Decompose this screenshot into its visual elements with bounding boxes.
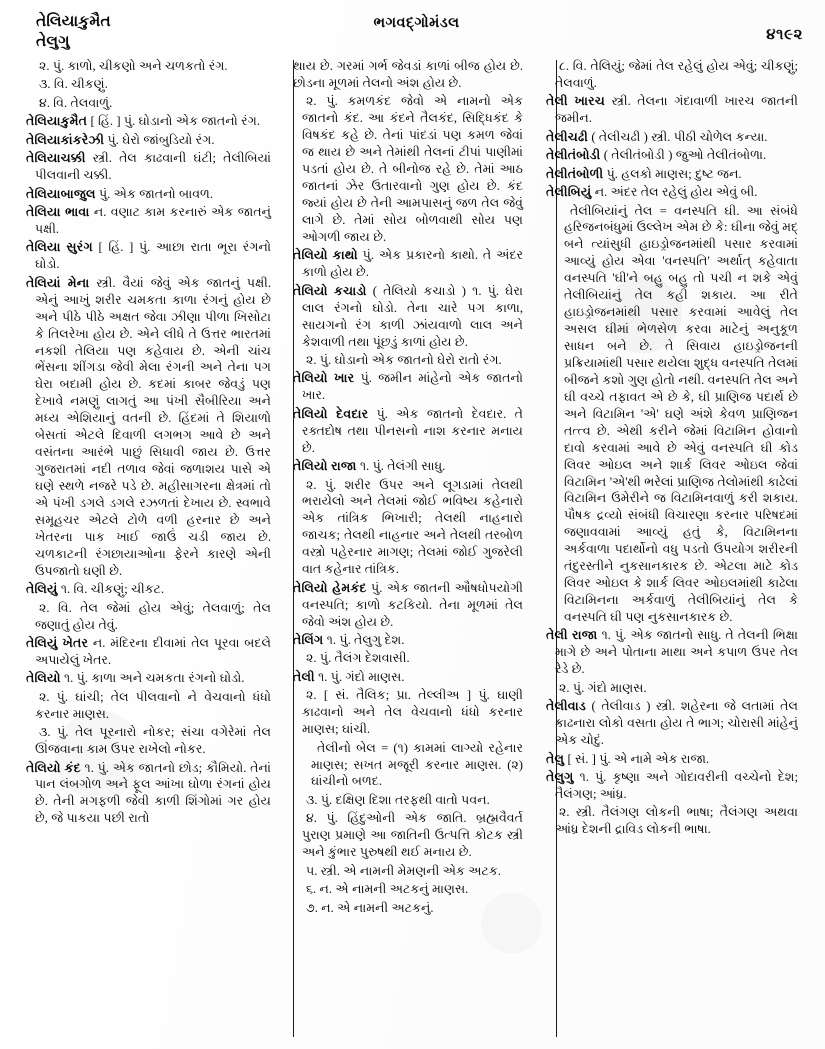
dictionary-entry xyxy=(546,166,798,183)
dictionary-entry xyxy=(26,635,271,669)
entry-text: [ સં. ] પું. એ નામે એક રાજા. xyxy=(564,751,710,766)
entry-text: ૧. પું. તેલંગી સાધુ. xyxy=(356,459,446,474)
headword: તેલીચઢી xyxy=(546,129,589,144)
entry-text: સ્ત્રી. તેલ કાઢવાની ઘંટી; તેલીબિયાં પીલવાની ચક્કી. xyxy=(35,151,271,183)
dictionary-entry xyxy=(293,458,523,475)
entry-sense xyxy=(293,352,523,369)
entry-sense xyxy=(26,600,271,634)
dictionary-entry xyxy=(293,669,523,686)
entry-text: ૩. પું. તેલ પૂરનારો નોકર; સંચા વગેરેમાં તેલ ઊંજવાના કામ ઉપર રાખેલો નોકર. xyxy=(35,725,271,757)
entry-text: પું. એક જાતની ઔષધોપયોગી વનસ્પતિ; કાળો કટકિયો. તેના મૂળમાં તેલ જેવો અંશ હોય છે. xyxy=(302,580,523,629)
entry-text: પું. જમીન માંહેનો એક જાતનો ખાર. xyxy=(302,371,523,403)
dictionary-entry xyxy=(293,406,523,457)
dictionary-entry xyxy=(293,283,523,351)
dictionary-entry xyxy=(293,247,523,281)
headword: તેલિંગ xyxy=(293,632,324,647)
dictionary-entry xyxy=(546,184,798,201)
headword: તેલિયાચક્કી xyxy=(26,151,86,166)
dictionary-entry xyxy=(293,580,523,631)
dictionary-entry xyxy=(26,204,271,238)
entry-text: સ્ત્રી. વૈયાં જેવું એક જાતનું પક્ષી. એનું આખું શરીર ચમકતા કાળા રંગનું હોય છે અને પીઠે પીઠે અક્ષત જેવા ઝીણા પીળા ખિસોટા કે તિલરેખા હોય છે. એને લીધે તે ઉત્તર ભારતમાં નકશી તેલિયા પણ કહેવાય છે. એની ચાંચ ભેંસના શીંગડા જેવી મેલા રંગની અને તેના પગ ઘેરા બદામી હોય છે. કદમાં કાબર જેવડું પણ દેખાવે નમણું લાગતું આ પંખી સૈબીરિયા અને મધ્ય એશિયાનું વતની છે. હિંદમાં તે શિયાળો બેસતાં એટલે દિવાળી લગભગ આવે છે અને વસંતના આરંભે પાછું સિધાવી જાય છે. ઉત્તર ગુજરાતમાં નદી તળાવ જેવાં જળાશય પાસે એ ઘણે સ્થળે નજરે પડે છે. મહીસાગરના ક્ષેત્રમાં તો એ પંખી ડગલે ડગલે રઝળતાં દેખાય છે. સ્વભાવે સમૂહચર એટલે ટોળે વળી હરનાર છે અને ખેતરના પાક ખાઈ જાઉં ચડી જાય છે. ચળકાટની રંગછાયાઓના ફેરને કારણે એની ઉપજાતો ઘણી છે. xyxy=(35,275,271,578)
dictionary-entry xyxy=(546,769,798,803)
entry-text: ૧. પું. ગંદો માણસ. xyxy=(314,669,405,684)
dictionary-entry xyxy=(26,132,271,149)
headword: તેલી xyxy=(293,669,315,684)
entry-text: ( તેલીવાડ ) સ્ત્રી. શહેરના જે લતામાં તેલ કાઢનારા લોકો વસતા હોય તે ભાગ; ચોરાસી માંહેનું એક ચોદું. xyxy=(555,699,798,748)
entry-text: ન. અંદર તેલ રહેલું હોય એવું બી. xyxy=(591,185,758,200)
entry-text: ૧. પું. એક જાતનો છોડ; કૌમિયો. તેનાં પાન લંબગોળ અને ફૂલ આંખા ઘોળા રંગનાં હોય છે. તેની મગફળી જેવી કાળી શિંગોમાં ગર હોય છે, જે પાકયા પછી રાતો xyxy=(35,760,272,826)
entry-text: પું. એક જાતનો બાવળ. xyxy=(95,186,214,201)
headword: તેલિયું ખેતર xyxy=(26,635,89,650)
entry-sense xyxy=(546,680,798,697)
entry-text: પું. હલકો માણસ; દુષ્ટ જન. xyxy=(603,166,742,181)
entry-text: ૨. વિ. તેલ જેમાં હોય એવું; તેલવાળું; તેલ જણાતું હોય તેવું. xyxy=(35,600,271,632)
headword: તેલિયાં મેના xyxy=(26,275,90,290)
entry-sense xyxy=(293,58,523,92)
entry-text: ૨. પું. તૈલંગ દેશવાસી. xyxy=(306,651,410,666)
entry-text: થાય છે. ગરમાં ગર્ભ જેવડાં કાળાં બીજ હોય છે. છોડના મૂળમાં તેલનો અંશ હોય છે. xyxy=(293,59,523,90)
entry-text: [ હિં. ] પું. ઘોડાનો એક જાતનો રંગ. xyxy=(87,114,260,129)
entry-sense xyxy=(26,76,271,93)
entry-text: ૨. પું. શરીર ઉપર અને લૂગડામાં તેલથી ભરાયેલો અને તેલમાં જોઈ ભવિષ્ય કહેનારો એક તાંત્રિક ભિખારી; તેલથી નાહનારો જાચક; તેલથી નાહનાર અને તેલથી તરબોળ વસ્ત્રો પહેરનાર માગણ; તેલમાં જોઈ ગુજરેલી વાત કહેનાર તાંત્રિક. xyxy=(302,477,523,577)
dictionary-entry xyxy=(293,370,523,404)
headword: તેલિયાકુમૈત xyxy=(26,114,88,129)
headword: તેલી રાજા xyxy=(546,628,598,643)
entry-text: ૨. પું. કમળકંદ જેવો એ નામનો એક જાતનો કંદ. આ કંદને તૈલકંદ, સિદ્ધિકંદ કે વિષકંદ કહે છે. તેનાં પાંદડાં પણ કમળ જેવાં જ થાય છે અને તેમાંથી તેલનાં ટીપાં પાણીમાં પડતાં હોય છે. તે બીનોજ રહે છે. તેમાં આઠ જાતનાં ઝેર ઉતારવાનો ગુણ હોય છે. કંદ જ્યાં હોય છે તેની આમપાસનું જળ તેલ જેવું લાગે છે. તેમાં સોય બોળવાથી સોય પણ ઓગળી જાય છે. xyxy=(302,94,523,244)
dictionary-entry xyxy=(26,150,271,184)
entry-sense xyxy=(26,58,271,75)
column-container xyxy=(26,58,807,1041)
headword: તેલિયો દેવદાર xyxy=(293,406,369,421)
entry-sense xyxy=(293,792,523,809)
entry-text: ૭. ન. એ નામની અટકનું. xyxy=(306,900,434,915)
entry-sense xyxy=(546,58,798,92)
headword: તેલિયો કાથો xyxy=(293,248,358,263)
entry-sense xyxy=(293,650,523,667)
dictionary-entry xyxy=(546,129,798,146)
headword: તેલિયા ભાવા xyxy=(26,205,90,219)
headword: તેલિયો રાજા xyxy=(293,459,357,474)
text-column-3 xyxy=(534,58,798,1041)
entry-text: ( તેલીચઢી ) સ્ત્રી. પીઠી ચોળેલ કન્યા. xyxy=(588,129,768,144)
entry-text: ૧. વિ. ચીકણું; ચીકટ. xyxy=(57,582,165,597)
dictionary-entry xyxy=(546,627,798,678)
entry-text: ૨. સ્ત્રી. તૈલંગણ લોકની ભાષા; તૈલંગણ અથવા આંધ્ર દેશની દ્રાવિડ લોકની ભાષા. xyxy=(555,805,798,837)
entry-sense xyxy=(293,863,523,880)
entry-sense xyxy=(26,95,271,112)
entry-text: તેલીબિયાંનું તેલ = વનસ્પતિ ઘી. આ સંબંધે હરિજનબંધુમાં ઉલ્લેખ એમ છે કે: ઘીના જેવું મદ્ બને ત્યાંસુધી હાઇડ્રોજનમાંથી પસાર કરવામાં આવ્યું હોય એવા 'વનસ્પતિ' અર્થાત્ કહેવાતા વનસ્પતિ 'ઘી'ને બહુ બહુ તો પચી ન શકે એવું તેલીબિયાંનું તેલ કહી શકાય. આ રીતે હાઇડ્રોજનમાંથી પસાર કરવામાં આવેલું તેલ અસલ ઘીમાં ભેળસેળ કરવા માટેનું અનુકૂળ સાધન બને છે. તે સિવાય હાઇડ્રોજનની પ્રક્રિયામાંથી પસાર થયેલા શુદ્ધ વનસ્પતિ તેલમાં બીજને કશો ગુણ હોતો નથી. વનસ્પતિ તેલ અને ઘી વચ્ચે તફાવત એ છે કે, ઘી પ્રાણિજ પદાર્થ છે અને વિટામિન 'એ' ઘણે અંશે કેવળ પ્રાણિજન તત્ત્વ છે. એથી કરીને જેમાં વિટામિન હોવાનો દાવો કરવામાં આવે છે એવું વનસ્પતિ ઘી કોડ લિવર ઓઇલ અને શાર્ક લિવર ઓઇલ જેવાં વિટામિન 'એ'થી ભરેલાં પ્રાણિજ તેલોમાંથી કાઢેલાં વિટામિન ઉમેરીને જ વિટામિનવાળું કરી શકાય. પૌષક દ્રવ્યો સંબંધી વિચારણા કરનાર પરિષદમાં જણાવવામાં આવ્યું હતું કે, વિટામિનના અર્કવાળા પદાર્થોનો વધુ પડતો ઉપયોગ શરીરની તંદુરસ્તીને નુકસાનકારક છે. એટલા માટે કોડ લિવર ઓઇલ કે શાર્ક લિવર ઓઇલમાંથી કાઢેલા વિટામિનના અર્કવાળું તેલીબિયાંનું તેલ કે વનસ્પતિ ઘી પણ નુકસાનકારક છે. xyxy=(564,203,798,624)
text-column-1 xyxy=(26,58,282,1041)
headword: તેલીતંબોળી xyxy=(546,166,604,181)
headword: તેલીવાડ xyxy=(546,699,586,714)
entry-text: સ્ત્રી. તેલના ગંદાવાળી ખારચ જાતની જમીન. xyxy=(555,94,798,126)
entry-text: ૧. પું. કૃષ્ણા અને ગોદાવરીની વચ્ચેનો દેશ; તૈલંગણ; આંધ્ર. xyxy=(555,769,798,801)
entry-sense xyxy=(293,900,523,917)
headword: તેલીબિયું xyxy=(546,185,592,200)
entry-text: [ હિં. ] પું. આછા રાતા ભૂરા રંગનો ઘોડો. xyxy=(35,240,271,272)
entry-text: ૪. વિ. તેલવાળું. xyxy=(39,95,113,110)
dictionary-entry xyxy=(26,581,271,598)
dictionary-entry xyxy=(26,186,271,203)
headword: તેલિયાકાંકરેઝી xyxy=(26,132,105,147)
entry-sense xyxy=(546,203,798,626)
entry-text: ૨. પું. કાળો, ચીકણો અને ચળકતો રંગ. xyxy=(39,59,228,73)
entry-sense xyxy=(293,881,523,898)
headword: તેલુગુ xyxy=(546,769,574,784)
entry-sense xyxy=(26,724,271,758)
headword: તેલિયાબાજુલ xyxy=(26,186,96,201)
headword: તેલિયો કચાડો xyxy=(293,283,367,298)
entry-text: ૨. [ સં. તૈલિક; પ્રા. તેલ્લીઅ ] પું. ઘાણી કાઢવાનો અને તેલ વેચવાનો ધંધો કરનાર માણસ; ઘાંચી. xyxy=(302,688,523,737)
entry-text: ૧. પું. તેલુગુ દેશ. xyxy=(323,632,405,647)
entry-sense xyxy=(293,687,523,738)
dictionary-entry xyxy=(26,670,271,687)
entry-text: તેલીનો બેલ = (૧) કામમાં લાગ્યો રહેનાર માણસ; સખત મજૂરી કરનાર માણસ. (૨) ઘાંચીનો બળદ. xyxy=(311,740,523,789)
headword: તેલી ખારચ xyxy=(546,94,605,109)
dictionary-entry xyxy=(26,275,271,580)
entry-text: ૬. ન. એ નામની અટકનું માણસ. xyxy=(306,882,469,897)
running-head-title: ભગવદ્‌ગોમંડલ xyxy=(373,15,460,31)
headword: તેલિયો xyxy=(26,671,61,686)
entry-text: ૨. પું. ઘોડાનો એક જાતનો ઘેરો રાતો રંગ. xyxy=(306,352,502,367)
text-column-2 xyxy=(282,58,534,1041)
entry-sense xyxy=(293,477,523,579)
headword: તેલિયા સુરંગ xyxy=(26,240,93,255)
entry-text: ૨. પું. ઘાંચી; તેલ પીલવાનો ને વેચવાનો ધંધો કરનાર માણસ. xyxy=(35,689,271,721)
entry-text: પું. ઘેરો જાંબુડિયો રંગ. xyxy=(104,132,215,147)
dictionary-entry xyxy=(26,760,271,828)
headword: તેલુ xyxy=(546,751,565,766)
entry-text: ૧. પું. એક જાતનો સાધુ. તે તેલની ભિક્ષા માગે છે અને પોતાના માથા અને કપાળ ઉપર તેલ રેડે છે. xyxy=(555,628,798,677)
headword: તેલિયો હેમકંદ xyxy=(293,580,367,595)
entry-text: ૩. વિ. ચીકણું. xyxy=(39,77,108,92)
running-head xyxy=(30,12,803,56)
entry-text: ( તેલીતંબોડી ) જુઓ તેલીતંબોળા. xyxy=(600,148,767,163)
entry-text: પું. એક જાતનો દેવદાર. તે રક્તદોષ તથા પીનસનો નાશ કરનાર મનાય છે. xyxy=(302,406,523,455)
running-head-left-line-1: તેલિયાકુમૈત xyxy=(36,13,111,30)
entry-sense xyxy=(293,740,523,791)
dictionary-entry xyxy=(26,239,271,273)
headword: તેલિયો કંદ xyxy=(26,760,81,775)
entry-text: ૪. પું. હિંદુઓની એક જાતિ. બ્રહ્મવૈવર્ત પુરાણ પ્રમાણે આ જાતિની ઉત્પત્તિ કોટક સ્ત્રી અને કુંભાર પુરુષથી થઈ મનાય છે. xyxy=(302,811,523,860)
entry-sense xyxy=(293,93,523,245)
entry-text: ૮. વિ. તેલિયું; જેમાં તેલ રહેલું હોય એવું; ચીકણું; તેલવાળું. xyxy=(555,59,798,90)
entry-text: ન. મંદિરના દીવામાં તેલ પૂરવા બદલે અપાયેલું ખેતર. xyxy=(35,635,271,667)
dictionary-entry xyxy=(26,113,271,130)
dictionary-entry xyxy=(546,147,798,164)
entry-text: ૨. પું. ગંદો માણસ. xyxy=(559,680,647,695)
entry-text: ૫. સ્ત્રી. એ નામની મેમણની એક અટક. xyxy=(306,863,501,878)
headword: તેલિયો ખાર xyxy=(293,371,355,386)
entry-sense xyxy=(293,810,523,861)
entry-text: ન. વણાટ કામ કરનારું એક જાતનું પક્ષી. xyxy=(35,205,271,236)
dictionary-entry xyxy=(546,751,798,768)
running-head-left-line-2: તેલુગુ xyxy=(36,32,70,50)
headword: તેલિયું xyxy=(26,582,58,597)
dictionary-entry xyxy=(293,632,523,649)
entry-sense xyxy=(26,689,271,723)
dictionary-entry xyxy=(546,698,798,749)
entry-text: ૧. પું. કાળા અને ચમકતા રંગનો ઘોડો. xyxy=(60,671,245,686)
entry-text: ( તેલિયો કચાડો ) ૧. પું. ઘેરા લાલ રંગનો ઘોડો. તેના ચારે પગ કાળા, સાયગનો રંગ કાળી ઝાંયવાળો લાલ અને કેશવાળી તથા પૂંછડું કાળાં હોય છે. xyxy=(302,283,523,349)
dictionary-entry xyxy=(546,93,798,127)
page-number: ૪૧૯૨ xyxy=(766,27,803,43)
headword: તેલીતંબોડી xyxy=(546,148,601,163)
entry-text: ૩. પું. દક્ષિણ દિશા તરફથી વાતો પવન. xyxy=(306,792,490,807)
entry-sense xyxy=(546,804,798,838)
entry-text: પું. એક પ્રકારનો કાથો. તે અંદર કાળો હોય છે. xyxy=(302,248,524,280)
